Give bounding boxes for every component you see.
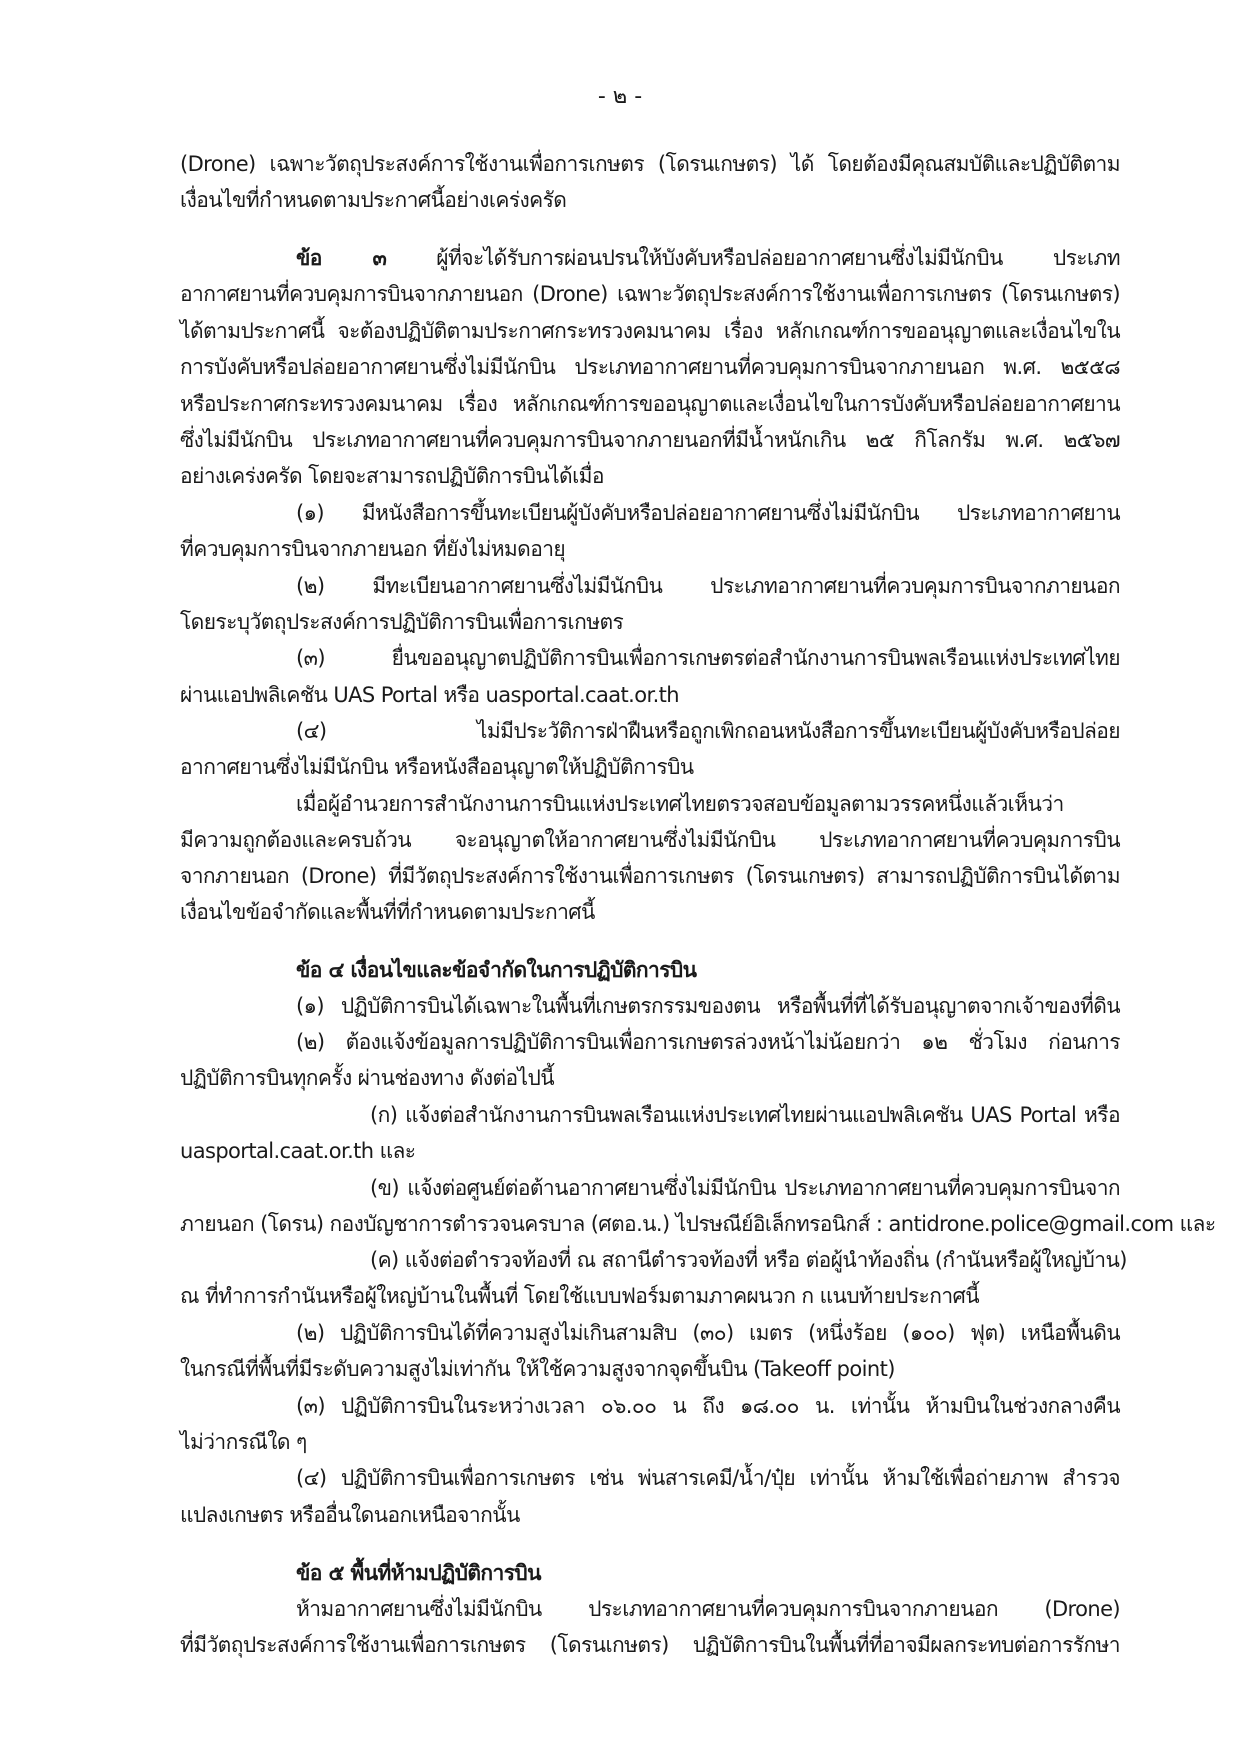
text-line [296,988,1120,1024]
line-text: (๓) ปฏิบัติการบินในระหว่างเวลา ๐๖.๐๐ น ถึง ๑๘.๐๐ น. เท่านั้น ห้ามบินในช่วงกลางคืน [296,1394,1120,1418]
text-line [180,749,1120,785]
line-text: (๑) ปฏิบัติการบินได้เฉพาะในพื้นที่เกษตรกรรมของตน หรือพื้นที่ที่ได้รับอนุญาตจากเจ้าของที่ดิน [296,994,1120,1018]
line-text: ในกรณีที่พื้นที่มีระดับความสูงไม่เท่ากัน ให้ใช้ความสูงจากจุดขึ้นบิน (Takeoff point) [180,1357,895,1381]
text-line [180,422,1120,458]
page-number: - ๒ - [597,84,643,109]
text-line [180,1627,1120,1663]
text-line [180,182,1120,218]
line-text: อากาศยานซึ่งไม่มีนักบิน หรือหนังสืออนุญาตให้ปฏิบัติการบิน [180,755,694,779]
text-line [180,677,1120,713]
text-line [296,713,1120,749]
text-line [296,1024,1120,1060]
text-line [180,894,1120,930]
section-heading-line [296,240,1120,276]
line-text: ณ ที่ทำการกำนันหรือผู้ใหญ่บ้านในพื้นที่ โดยใช้แบบฟอร์มตามภาคผนวก ก แนบท้ายประกาศนี้ [180,1284,980,1308]
text-line [180,1424,1120,1460]
text-line [296,568,1120,604]
text-line [296,640,1120,676]
text-line [180,458,1120,494]
line-text: (ค) แจ้งต่อตำรวจท้องที่ ณ สถานีตำรวจท้องที่ หรือ ต่อผู้นำท้องถิ่น (กำนันหรือผู้ใหญ่บ้าน) [370,1248,1127,1272]
line-text: (๒) ปฏิบัติการบินได้ที่ความสูงไม่เกินสามสิบ (๓๐) เมตร (หนึ่งร้อย (๑๐๐) ฟุต) เหนือพื้นดิน [296,1321,1120,1345]
text-line [296,786,1120,822]
line-text: ผู้ที่จะได้รับการผ่อนปรนให้บังคับหรือปล่อยอากาศยานซึ่งไม่มีนักบิน ประเภท [386,246,1121,270]
line-text: แปลงเกษตร หรืออื่นใดนอกเหนือจากนั้น [180,1503,520,1527]
text-line [180,1060,1120,1096]
line-text: (ข) แจ้งต่อศูนย์ต่อต้านอากาศยานซึ่งไม่มีนักบิน ประเภทอากาศยานที่ควบคุมการบินจาก [370,1176,1120,1200]
line-text: ผ่านแอปพลิเคชัน UAS Portal หรือ uasportal.caat.or.th [180,683,680,707]
line-text: จากภายนอก (Drone) ที่มีวัตถุประสงค์การใช้งานเพื่อการเกษตร (โดรนเกษตร) สามารถปฏิบัติการบินได้ตาม [180,864,1120,888]
text-line [180,1351,1120,1387]
line-text: (ก) แจ้งต่อสำนักงานการบินพลเรือนแห่งประเทศไทยผ่านแอปพลิเคชัน UAS Portal หรือ [370,1103,1120,1127]
line-text: (๒) ต้องแจ้งข้อมูลการปฏิบัติการบินเพื่อการเกษตรล่วงหน้าไม่น้อยกว่า ๑๒ ชั่วโมง ก่อนการ [296,1030,1120,1054]
text-line [180,858,1120,894]
text-line [180,1206,1216,1242]
text-line [296,1591,1120,1627]
line-text: ได้ตามประกาศนี้ จะต้องปฏิบัติตามประกาศกระทรวงคมนาคม เรื่อง หลักเกณฑ์การขออนุญาตและเงื่อนไขใน [180,319,1120,343]
line-text: ซึ่งไม่มีนักบิน ประเภทอากาศยานที่ควบคุมการบินจากภายนอกที่มีน้ำหนักเกิน ๒๕ กิโลกรัม พ.ศ. ๒๕๖๗ [180,428,1120,452]
text-line [370,1242,1127,1278]
line-text: ปฏิบัติการบินทุกครั้ง ผ่านช่องทาง ดังต่อไปนี้ [180,1066,555,1090]
text-line [180,1497,1120,1533]
text-line [180,604,1120,640]
text-line [296,1460,1120,1496]
line-text: (Drone) เฉพาะวัตถุประสงค์การใช้งานเพื่อการเกษตร (โดรนเกษตร) ได้ โดยต้องมีคุณสมบัติและปฏิบัติตาม [180,152,1120,176]
line-text: ภายนอก (โดรน) กองบัญชาการตำรวจนครบาล (ศตอ.น.) ไปรษณีย์อิเล็กทรอนิกส์ : antidrone.police@gmail.com และ [180,1212,1216,1236]
line-text: (๔) ปฏิบัติการบินเพื่อการเกษตร เช่น พ่นสารเคมี/น้ำ/ปุ๋ย เท่านั้น ห้ามใช้เพื่อถ่ายภาพ สำรวจ [296,1466,1120,1490]
text-line [296,1315,1120,1351]
line-text: อากาศยานที่ควบคุมการบินจากภายนอก (Drone) เฉพาะวัตถุประสงค์การใช้งานเพื่อการเกษตร (โดรนเกษตร) [180,282,1120,306]
line-text: การบังคับหรือปล่อยอากาศยานซึ่งไม่มีนักบิน ประเภทอากาศยานที่ควบคุมการบินจากภายนอก พ.ศ. ๒๕๕๘ [180,355,1120,379]
text-line [180,349,1120,385]
line-text: เมื่อผู้อำนวยการสำนักงานการบินแห่งประเทศไทยตรวจสอบข้อมูลตามวรรคหนึ่งแล้วเห็นว่า [296,792,1064,816]
section-heading: ข้อ ๓ [296,246,387,270]
text-line [296,495,1120,531]
text-line [180,276,1120,312]
line-text: ห้ามอากาศยานซึ่งไม่มีนักบิน ประเภทอากาศยานที่ควบคุมการบินจากภายนอก (Drone) [296,1597,1120,1621]
text-line [180,1133,1120,1169]
section-heading: ข้อ ๔ เงื่อนไขและข้อจำกัดในการปฏิบัติการบิน [296,958,697,982]
line-text: อย่างเคร่งครัด โดยจะสามารถปฏิบัติการบินได้เมื่อ [180,464,604,488]
line-text: หรือประกาศกระทรวงคมนาคม เรื่อง หลักเกณฑ์การขออนุญาตและเงื่อนไขในการบังคับหรือปล่อยอากาศยาน [180,392,1120,416]
section-heading-line [296,1555,1120,1591]
text-line [180,386,1120,422]
line-text: (๒) มีทะเบียนอากาศยานซึ่งไม่มีนักบิน ประเภทอากาศยานที่ควบคุมการบินจากภายนอก [296,574,1120,598]
line-text: (๓) ยื่นขออนุญาตปฏิบัติการบินเพื่อการเกษตรต่อสำนักงานการบินพลเรือนแห่งประเทศไทย [296,646,1120,670]
line-text: ที่มีวัตถุประสงค์การใช้งานเพื่อการเกษตร (โดรนเกษตร) ปฏิบัติการบินในพื้นที่ที่อาจมีผลกระทบต่อการรักษา [180,1633,1120,1657]
line-text: มีความถูกต้องและครบถ้วน จะอนุญาตให้อากาศยานซึ่งไม่มีนักบิน ประเภทอากาศยานที่ควบคุมการบิน [180,828,1120,852]
text-line [180,531,1120,567]
text-line [180,146,1120,182]
line-text: โดยระบุวัตถุประสงค์การปฏิบัติการบินเพื่อการเกษตร [180,610,624,634]
line-text: (๑) มีหนังสือการขึ้นทะเบียนผู้บังคับหรือปล่อยอากาศยานซึ่งไม่มีนักบิน ประเภทอากาศยาน [296,501,1120,525]
line-text: เงื่อนไขข้อจำกัดและพื้นที่ที่กำหนดตามประกาศนี้ [180,900,595,924]
text-line [296,1388,1120,1424]
text-line [370,1170,1120,1206]
line-text: uasportal.caat.or.th และ [180,1139,416,1163]
section-heading: ข้อ ๕ พื้นที่ห้ามปฏิบัติการบิน [296,1561,541,1585]
line-text: ไม่ว่ากรณีใด ๆ [180,1430,307,1454]
line-text: เงื่อนไขที่กำหนดตามประกาศนี้อย่างเคร่งครัด [180,188,567,212]
section-heading-line [296,952,1120,988]
text-line [180,313,1120,349]
text-line [370,1097,1120,1133]
text-line [180,822,1120,858]
line-text: ที่ควบคุมการบินจากภายนอก ที่ยังไม่หมดอายุ [180,537,566,561]
line-text: (๔) ไม่มีประวัติการฝ่าฝืนหรือถูกเพิกถอนหนังสือการขึ้นทะเบียนผู้บังคับหรือปล่อย [296,719,1120,743]
text-line [180,1278,1120,1314]
